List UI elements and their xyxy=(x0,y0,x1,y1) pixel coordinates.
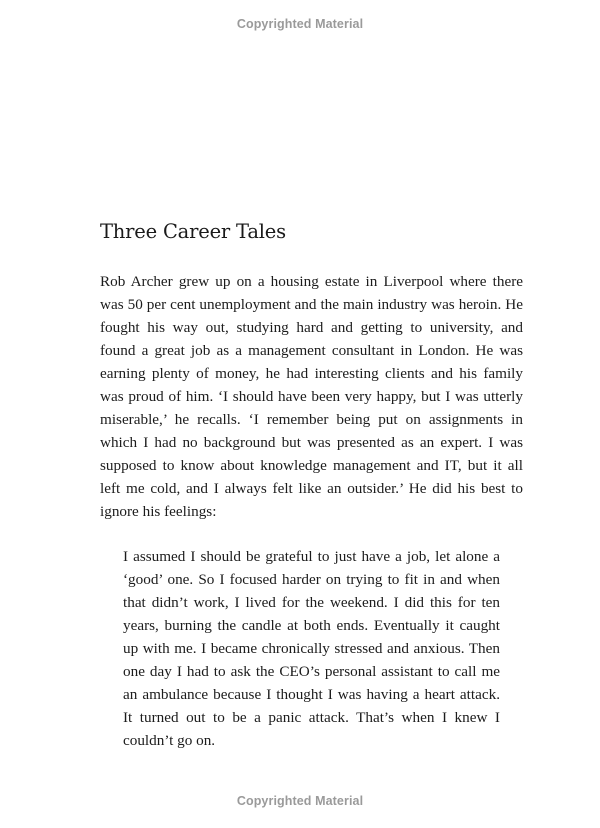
block-quote: I assumed I should be grateful to just have a job, let alone a ‘good’ one. So I focused harder on trying to fit in and when that didn’t work, I lived for the weekend. I did this for ten years, burning the candle at both ends. Eventually it caught up with me. I became chronically stressed and anxious. Then one day I had to ask the CEO’s personal assistant to call me an ambulance because I thought I was having a heart attack. It turned out to be a panic attack. That’s when I knew I couldn’t go on. xyxy=(123,548,500,749)
body-paragraph: Rob Archer grew up on a housing estate in Liverpool where there was 50 per cent unemployment and the main industry was heroin. He fought his way out, studying hard and getting to university, and found a great job as a management consultant in London. He was earning plenty of money, he had interesting clients and his family was proud of him. ‘I should have been very happy, but I was utterly miserable,’ he recalls. ‘I remember being put on assignments in which I had no background but was presented as an expert. I was supposed to know about knowledge management and IT, but it all left me cold, and I always felt like an outsider.’ He did his best to ignore his feelings: xyxy=(100,273,523,520)
copyright-watermark-bottom: Copyrighted Material xyxy=(236,794,364,808)
chapter-title: Three Career Tales xyxy=(100,220,286,243)
copyright-watermark-top: Copyrighted Material xyxy=(236,17,364,31)
